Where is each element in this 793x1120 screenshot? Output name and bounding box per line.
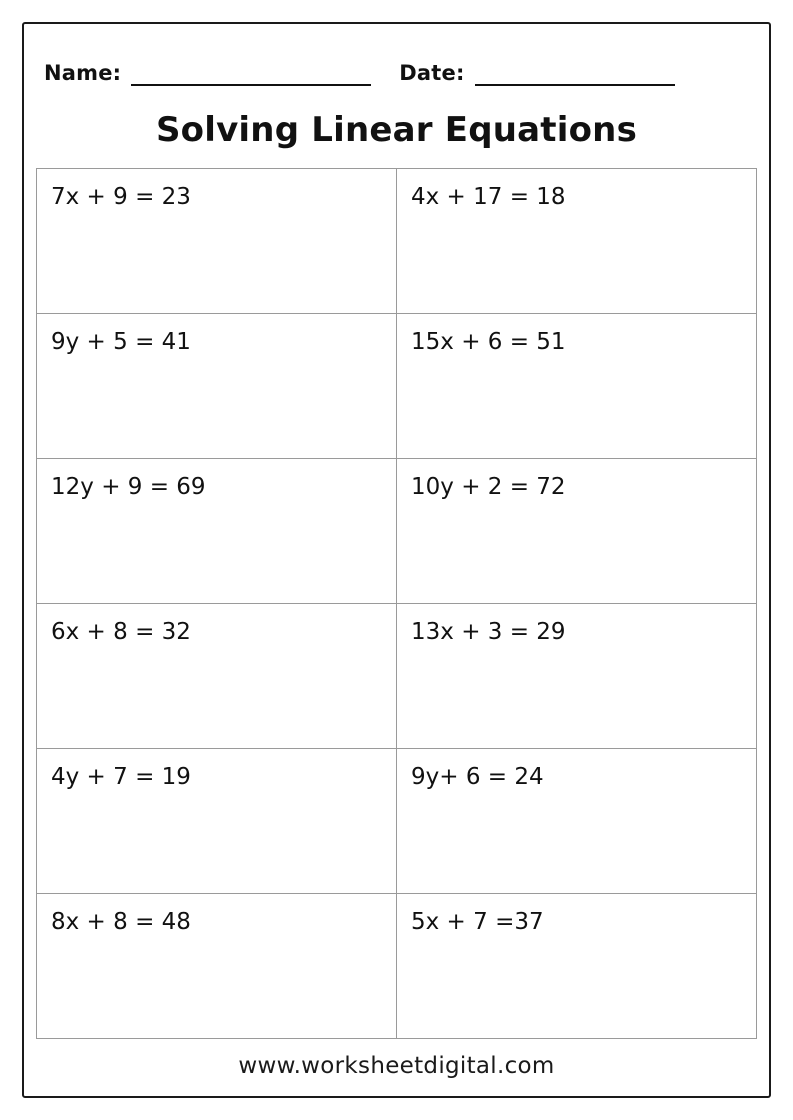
problem-cell[interactable]: 15x + 6 = 51 xyxy=(397,314,757,459)
problem-cell[interactable]: 10y + 2 = 72 xyxy=(397,459,757,604)
name-label: Name: xyxy=(44,61,122,85)
date-field xyxy=(399,63,674,86)
problem-cell[interactable]: 13x + 3 = 29 xyxy=(397,604,757,749)
problem-cell[interactable]: 5x + 7 =37 xyxy=(397,894,757,1039)
table-row xyxy=(37,169,757,314)
problem-cell[interactable]: 9y+ 6 = 24 xyxy=(397,749,757,894)
problem-cell[interactable]: 9y + 5 = 41 xyxy=(37,314,397,459)
date-input-line[interactable] xyxy=(475,82,675,86)
problem-cell[interactable]: 12y + 9 = 69 xyxy=(37,459,397,604)
page-title: Solving Linear Equations xyxy=(155,110,638,150)
table-row xyxy=(37,604,757,749)
table-row xyxy=(37,749,757,894)
name-field xyxy=(44,63,371,86)
problem-cell[interactable]: 8x + 8 = 48 xyxy=(37,894,397,1039)
problem-cell[interactable]: 4x + 17 = 18 xyxy=(397,169,757,314)
table-row xyxy=(37,314,757,459)
problem-cell[interactable]: 7x + 9 = 23 xyxy=(37,169,397,314)
table-row xyxy=(37,894,757,1039)
date-label: Date: xyxy=(399,61,465,85)
problem-cell[interactable]: 6x + 8 = 32 xyxy=(37,604,397,749)
problem-cell[interactable]: 4y + 7 = 19 xyxy=(37,749,397,894)
name-date-row xyxy=(36,40,757,86)
problems-grid xyxy=(36,168,757,1039)
table-row xyxy=(37,459,757,604)
worksheet-content xyxy=(36,40,757,1079)
name-input-line[interactable] xyxy=(131,82,371,86)
footer-url: www.worksheetdigital.com xyxy=(238,1053,555,1079)
